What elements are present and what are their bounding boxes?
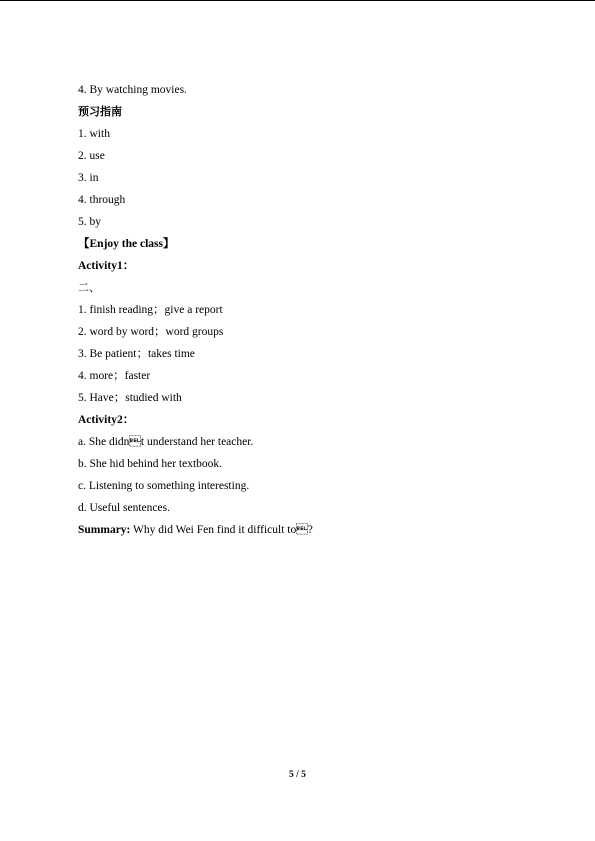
preview-answer-3: 3. in (78, 172, 99, 184)
preview-answer-2: 2. use (78, 150, 105, 162)
summary-text: Why did Wei Fen find it difficult to? (130, 524, 313, 536)
section-heading-preview-guide: 预习指南 (78, 105, 122, 118)
document-body (78, 79, 538, 541)
activity1-answer-5: 5. Have；studied with (78, 392, 182, 404)
activity2-answer-b: b. She hid behind her textbook. (78, 458, 223, 470)
section-heading-enjoy-the-class: 【Enjoy the class】 (78, 238, 175, 250)
activity1-answer-4: 4. more；faster (78, 370, 151, 382)
activity1-answer-1: 1. finish reading；give a report (78, 304, 223, 316)
activity2-heading: Activity2： (78, 414, 135, 426)
activity1-answer-3: 3. Be patient；takes time (78, 348, 195, 360)
preview-answer-5: 5. by (78, 216, 101, 228)
activity2-answer-a: a. She didnt understand her teacher. (78, 436, 254, 448)
page-number: 5 / 5 (289, 770, 306, 780)
activity2-answer-c: c. Listening to something interesting. (78, 480, 250, 492)
answer-line-by-watching-movies: 4. By watching movies. (78, 84, 187, 96)
preview-answer-1: 1. with (78, 128, 110, 140)
activity2-answer-d: d. Useful sentences. (78, 502, 170, 514)
summary-label: Summary: (78, 524, 131, 536)
summary-line (78, 519, 538, 541)
part-two-marker: 二、 (78, 281, 100, 294)
activity1-answer-2: 2. word by word；word groups (78, 326, 224, 338)
activity1-heading: Activity1： (78, 260, 135, 272)
preview-answer-4: 4. through (78, 194, 126, 206)
header-rule (0, 0, 595, 1)
